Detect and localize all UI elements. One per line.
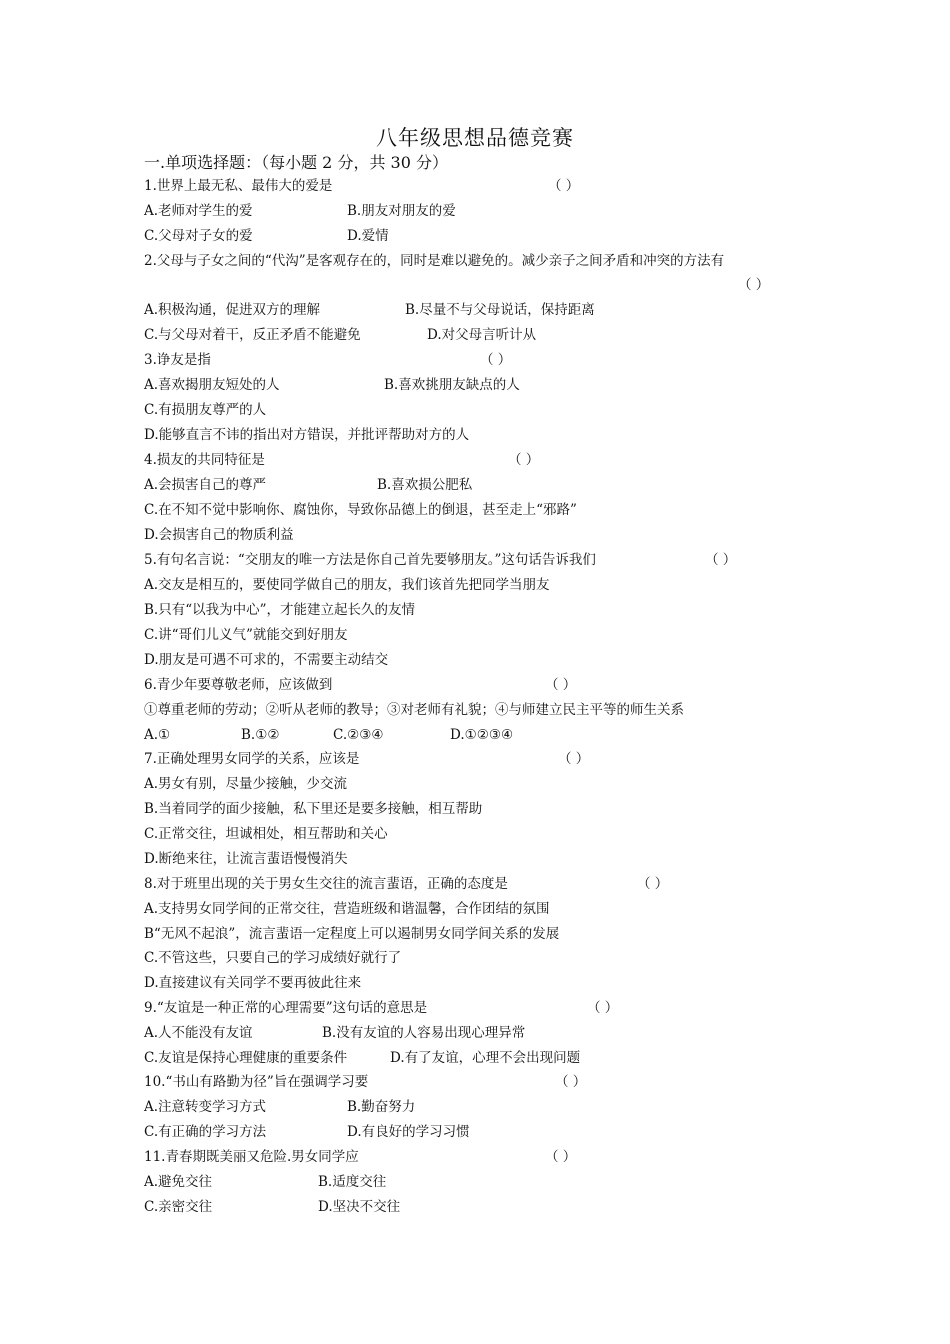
q8-option-a: A.支持男女同学间的正常交往，营造班级和谐温馨，合作团结的氛围 [144,901,550,917]
answer-blank-3: （ ） [480,352,512,368]
section-heading: 一.单项选择题：（每小题 2 分，共 30 分） [144,153,448,172]
q5-option-c: C.讲“哥们儿义气”就能交到好朋友 [144,627,348,643]
answer-blank-4: （ ） [508,452,540,468]
answer-blank-1: （ ） [548,178,580,194]
answer-blank-11: （ ） [545,1149,577,1165]
q11-option-d: D.坚决不交往 [318,1199,401,1215]
answer-blank-8: （ ） [637,876,669,892]
q6-statements: ①尊重老师的劳动；②听从老师的教导；③对老师有礼貌；④与师建立民主平等的师生关系 [144,702,684,718]
q8-option-d: D.直接建议有关同学不要再彼此往来 [144,975,362,991]
q8-option-b: B“无风不起浪”，流言蜚语一定程度上可以遏制男女同学间关系的发展 [144,926,560,942]
q11-option-a: A.避免交往 [144,1174,213,1190]
q9-option-d: D.有了友谊，心理不会出现问题 [390,1050,581,1066]
q9-option-c: C.友谊是保持心理健康的重要条件 [144,1050,348,1066]
q8-option-c: C.不管这些，只要自己的学习成绩好就行了 [144,950,402,966]
answer-blank-7: （ ） [558,751,590,767]
question-9-stem: 9.“友谊是一种正常的心理需要”这句话的意思是 [144,1000,428,1016]
q11-option-c: C.亲密交往 [144,1199,213,1215]
q1-option-d: D.爱情 [347,228,389,244]
question-1-stem: 1.世界上最无私、最伟大的爱是 [144,178,333,194]
q7-option-c: C.正常交往，坦诚相处，相互帮助和关心 [144,826,388,842]
q10-option-c: C.有正确的学习方法 [144,1124,267,1140]
q7-option-a: A.男女有别，尽量少接触，少交流 [144,776,348,792]
q1-option-a: A.老师对学生的爱 [144,203,253,219]
answer-blank-6: （ ） [545,677,577,693]
q3-option-b: B.喜欢挑朋友缺点的人 [384,377,520,393]
question-5-stem: 5.有句名言说：“交朋友的唯一方法是你自己首先要够朋友。”这句话告诉我们 [144,552,596,568]
question-4-stem: 4.损友的共同特征是 [144,452,265,468]
q2-option-c: C.与父母对着干，反正矛盾不能避免 [144,327,361,343]
q4-option-b: B.喜欢损公肥私 [377,477,473,493]
q7-option-d: D.断绝来往，让流言蜚语慢慢消失 [144,851,348,867]
q10-option-b: B.勤奋努力 [347,1099,416,1115]
q6-option-b: B.①② [241,727,280,743]
question-10-stem: 10.“书山有路勤为径”旨在强调学习要 [144,1074,369,1090]
q5-option-a: A.交友是相互的，要使同学做自己的朋友，我们该首先把同学当朋友 [144,577,550,593]
q9-option-a: A.人不能没有友谊 [144,1025,253,1041]
q3-option-d: D.能够直言不讳的指出对方错误，并批评帮助对方的人 [144,427,470,443]
q7-option-b: B.当着同学的面少接触，私下里还是要多接触，相互帮助 [144,801,483,817]
answer-blank-5: （ ） [705,552,737,568]
q6-option-c: C.②③④ [333,727,384,743]
q1-option-b: B.朋友对朋友的爱 [347,203,456,219]
question-3-stem: 3.诤友是指 [144,352,211,368]
question-7-stem: 7.正确处理男女同学的关系，应该是 [144,751,360,767]
q4-option-c: C.在不知不觉中影响你、腐蚀你，导致你品德上的倒退，甚至走上“邪路” [144,502,577,518]
q9-option-b: B.没有友谊的人容易出现心理异常 [322,1025,526,1041]
q10-option-a: A.注意转变学习方式 [144,1099,267,1115]
q2-option-b: B.尽量不与父母说话，保持距离 [405,302,595,318]
q6-option-a: A.① [144,727,171,743]
q3-option-a: A.喜欢揭朋友短处的人 [144,377,280,393]
q1-option-c: C.父母对子女的爱 [144,228,253,244]
question-2-stem: 2.父母与子女之间的“代沟”是客观存在的，同时是难以避免的。减少亲子之间矛盾和冲突的方法有 [144,253,725,269]
answer-blank-10: （ ） [555,1074,587,1090]
question-6-stem: 6.青少年要尊敬老师，应该做到 [144,677,333,693]
answer-blank-9: （ ） [587,1000,619,1016]
q11-option-b: B.适度交往 [318,1174,387,1190]
q6-option-d: D.①②③④ [450,727,514,743]
q10-option-d: D.有良好的学习习惯 [347,1124,470,1140]
question-11-stem: 11.青春期既美丽又危险.男女同学应 [144,1149,359,1165]
q3-option-c: C.有损朋友尊严的人 [144,402,267,418]
q4-option-d: D.会损害自己的物质利益 [144,527,294,543]
exam-title: 八年级思想品德竞赛 [376,126,574,150]
q4-option-a: A.会损害自己的尊严 [144,477,267,493]
q5-option-d: D.朋友是可遇不可求的，不需要主动结交 [144,652,389,668]
q5-option-b: B.只有“以我为中心”，才能建立起长久的友情 [144,602,416,618]
question-8-stem: 8.对于班里出现的关于男女生交往的流言蜚语，正确的态度是 [144,876,508,892]
q2-option-d: D.对父母言听计从 [427,327,537,343]
q2-option-a: A.积极沟通，促进双方的理解 [144,302,321,318]
answer-blank-2: （ ） [738,277,770,293]
